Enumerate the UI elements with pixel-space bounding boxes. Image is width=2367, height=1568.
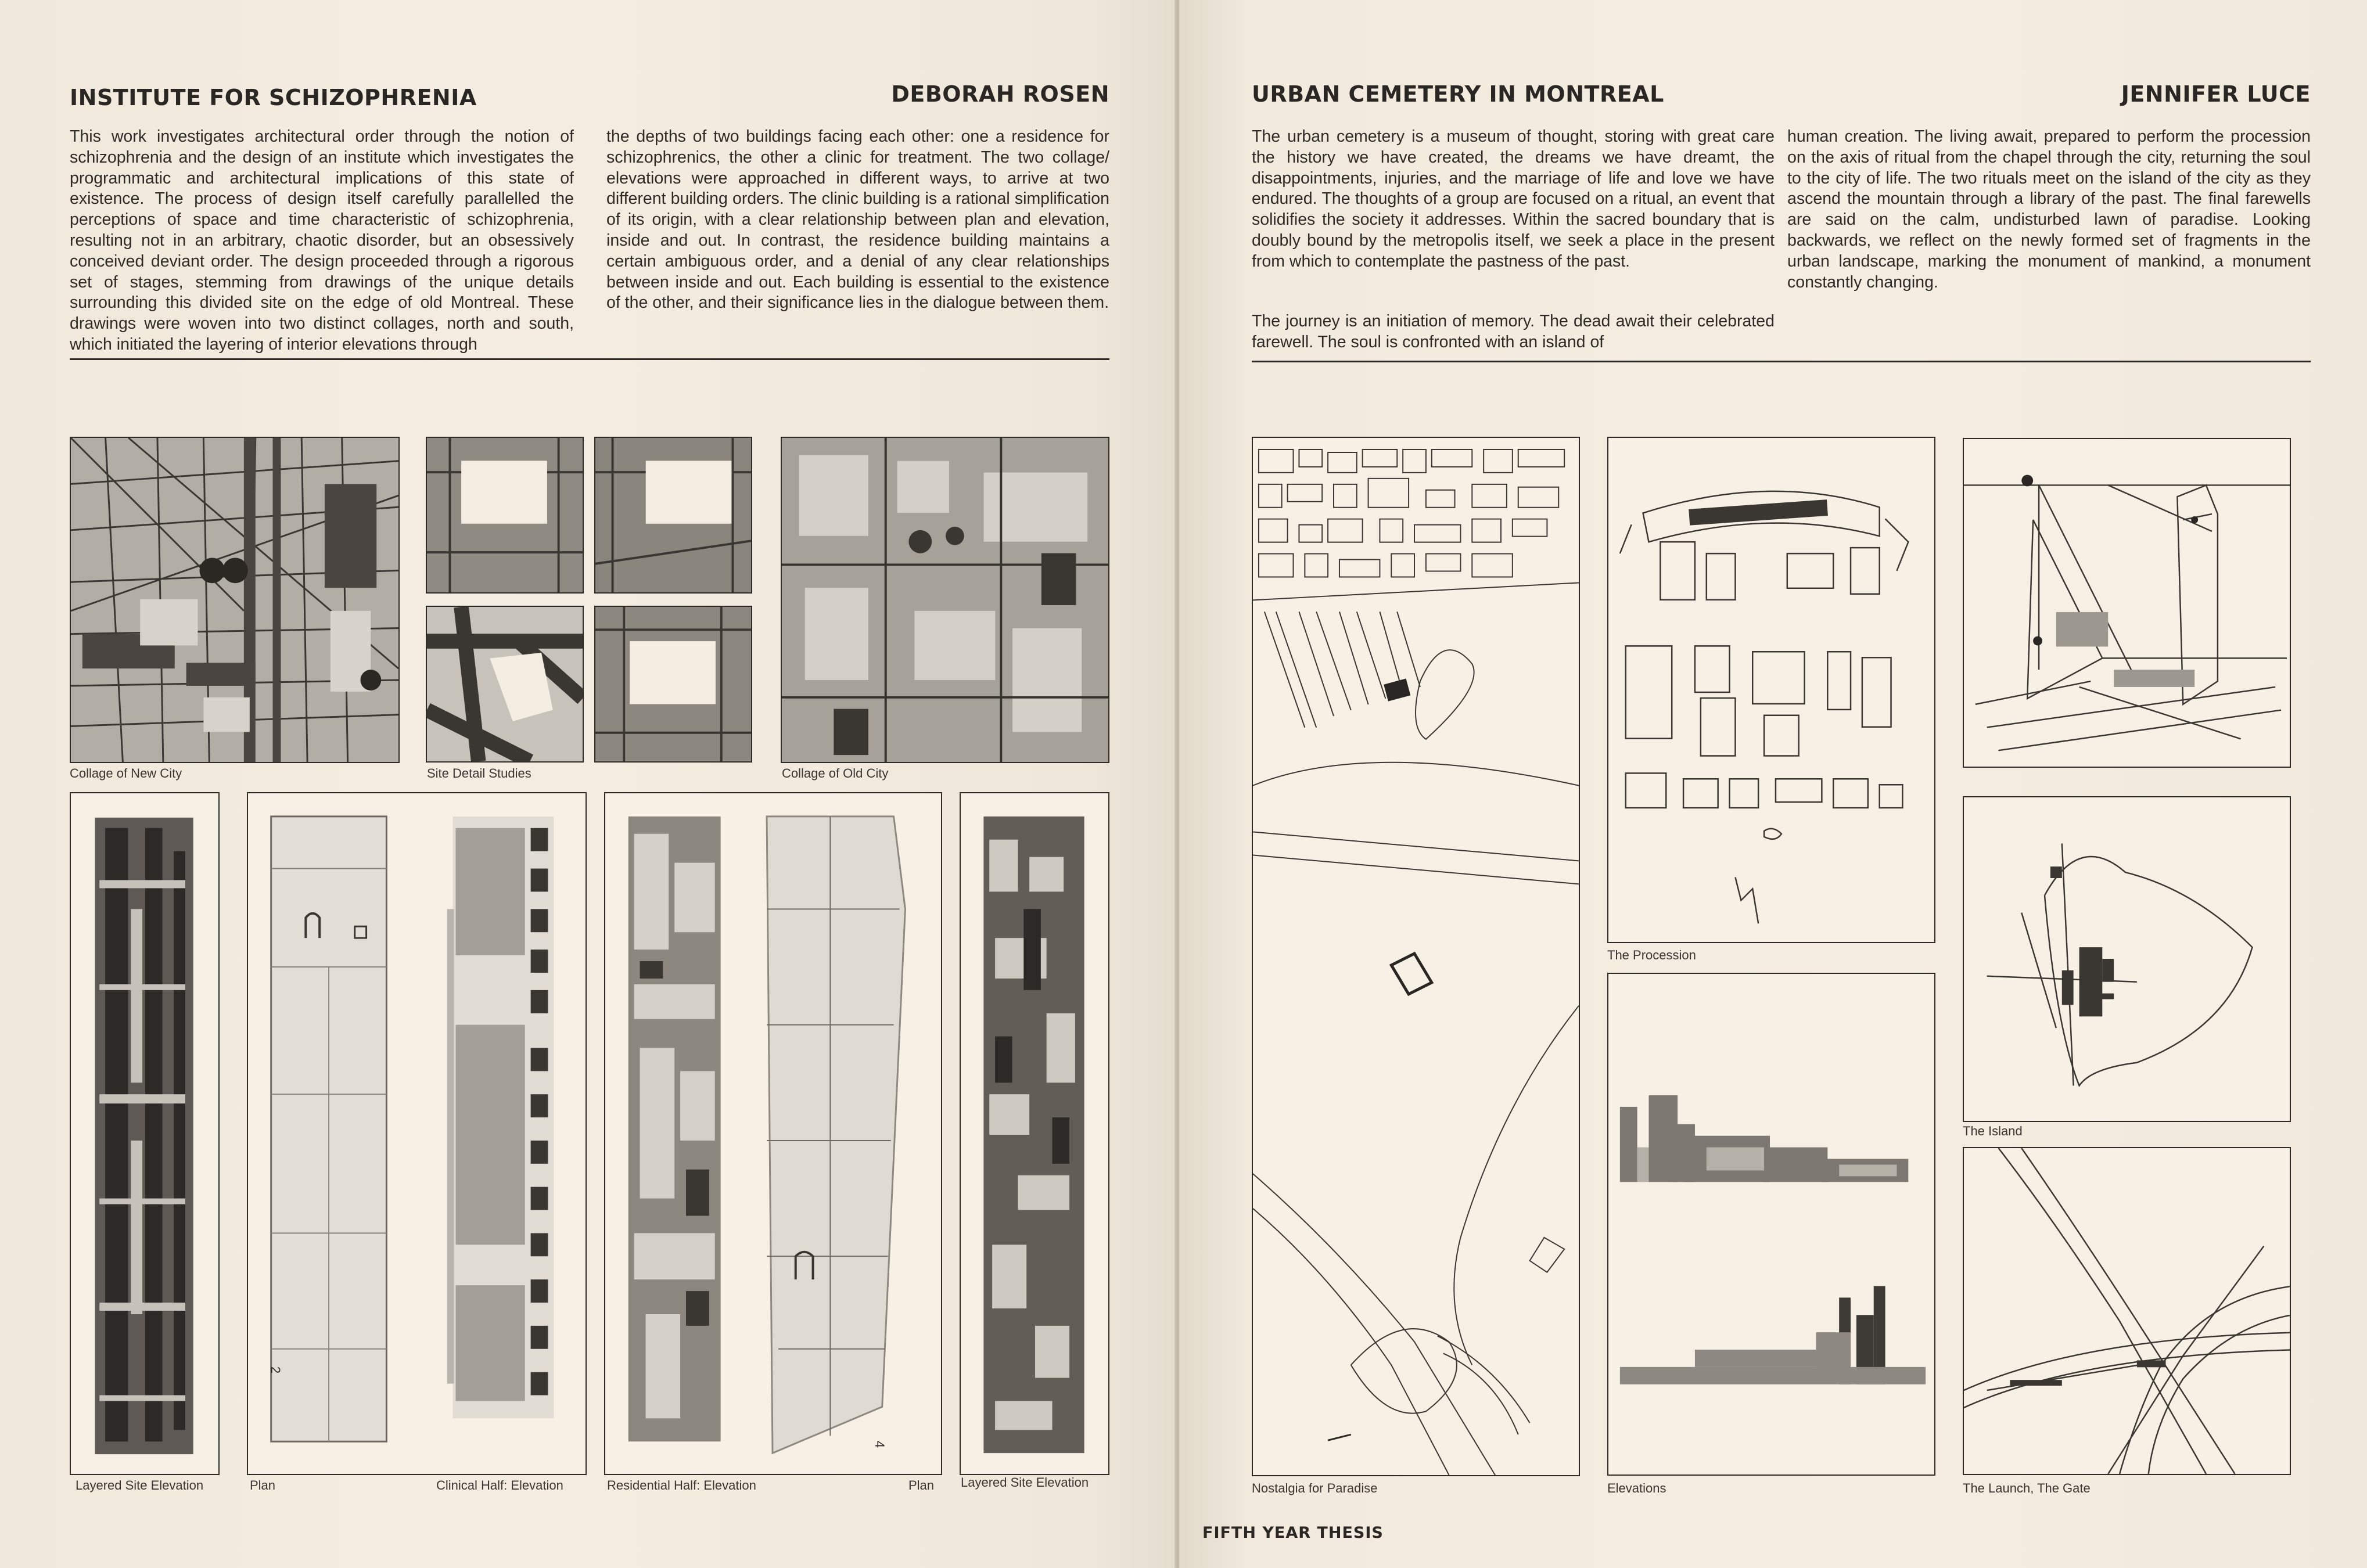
plan-number-2: 2 [268,1366,283,1374]
island-plan [1963,796,2291,1122]
site-detail-study-1 [426,437,584,594]
right-text-col2: human creation. The living await, prepared to perform the procession on the axis of ritual from the chapel through the city, returning the soul to the city of life. The two rituals meet on the island of the city as they ascend the mountain through a library of the past. The final farewells are said on the calm, undisturbed lawn of paradise. Looking backwards, we reflect on the newly formed set of fragments in the urban landscape, marking the monument of mankind, a monument constantly changing. [1787,127,2311,292]
right-page [1179,0,2367,1568]
caption-launch-gate: The Launch, The Gate [1963,1481,2091,1495]
caption-plan-1: Plan [250,1478,276,1493]
caption-plan-2: Plan [908,1478,935,1493]
caption-residential-half: Residential Half: Elevation [607,1478,756,1493]
island-perspective [1963,438,2291,768]
left-title: INSTITUTE FOR SCHIZOPHRENIA [70,85,477,110]
plan-clinical-panel [247,792,587,1475]
site-detail-study-2 [594,437,752,594]
left-author: DEBORAH ROSEN [891,81,1109,107]
layered-site-elevation-2 [960,792,1109,1475]
launch-gate-plan [1963,1147,2291,1475]
caption-collage-new-city: Collage of New City [70,766,182,781]
right-text-col1a: The urban cemetery is a museum of thought, storing with great care the history we have created, the dreams we have dreamt, the disappointments, injuries, and the marriage of life and love we have endured. The thoughts of a group are focused on a ritual, an event that solidifies the society it addresses. Within the sacred boundary that is doubly bound by the metropolis itself, we seek a place in the present from which to contemplate the pastness of the past. [1252,127,1775,271]
residential-plan-panel [604,792,942,1475]
collage-old-city-image [781,437,1109,763]
right-title: URBAN CEMETERY IN MONTREAL [1252,81,1664,107]
collage-new-city-image [70,437,400,763]
right-divider [1252,361,2311,362]
caption-layered-site-elevation-1: Layered Site Elevation [76,1478,204,1493]
caption-clinical-half: Clinical Half: Elevation [436,1478,563,1493]
elevations-drawing [1607,973,1935,1476]
nostalgia-map [1252,437,1580,1476]
caption-site-detail: Site Detail Studies [427,766,531,781]
right-text-col1b: The journey is an initiation of memory. The dead await their celebrated farewell. The soul is confronted with an island of [1252,312,1775,351]
site-detail-study-3 [426,606,584,763]
caption-procession: The Procession [1607,948,1696,962]
plan-number-4: 4 [872,1440,888,1448]
caption-elevations: Elevations [1607,1481,1666,1495]
site-detail-study-4 [594,606,752,763]
left-divider [70,358,1109,360]
left-text-col2: the depths of two buildings facing each other: one a residence for schizophrenics, the other a clinic for treatment. The two collage/ elevations were approached in different ways, to arrive at two different building orders. The clinic building is a rational simplification of its origin, with a clear relationship between plan and elevation, inside and out. In contrast, the residence building maintains a certain ambiguous order, and a denial of any clear relationships between inside and out. Each building is essential to the existence of the other, and their significance lies in the dialogue between them. [606,127,1109,312]
left-page [0,0,1177,1568]
left-text-col1: This work investigates architectural order through the notion of schizophrenia and the design of an institute which investigates the programmatic and architectural implications of this state of existence. The process of design itself carefully parallelled the perceptions of space and time characteristic of schizophrenia, resulting not in an arbitrary, chaotic disorder, but an obsessively conceived deviant order. The design proceeded through a rigorous set of stages, stemming from drawings of the unique details surrounding this divided site on the edge of old Montreal. These drawings were woven into two distinct collages, north and south, which initiated the layering of interior elevations through [70,127,574,354]
procession-plan [1607,437,1935,943]
layered-site-elevation-1 [70,792,220,1475]
caption-island: The Island [1963,1124,2023,1138]
right-author: JENNIFER LUCE [2121,81,2311,107]
caption-nostalgia: Nostalgia for Paradise [1252,1481,1378,1495]
caption-layered-site-elevation-2: Layered Site Elevation [961,1475,1089,1490]
footer-fifth-year-thesis: FIFTH YEAR THESIS [1202,1524,1384,1542]
caption-collage-old-city: Collage of Old City [782,766,889,781]
